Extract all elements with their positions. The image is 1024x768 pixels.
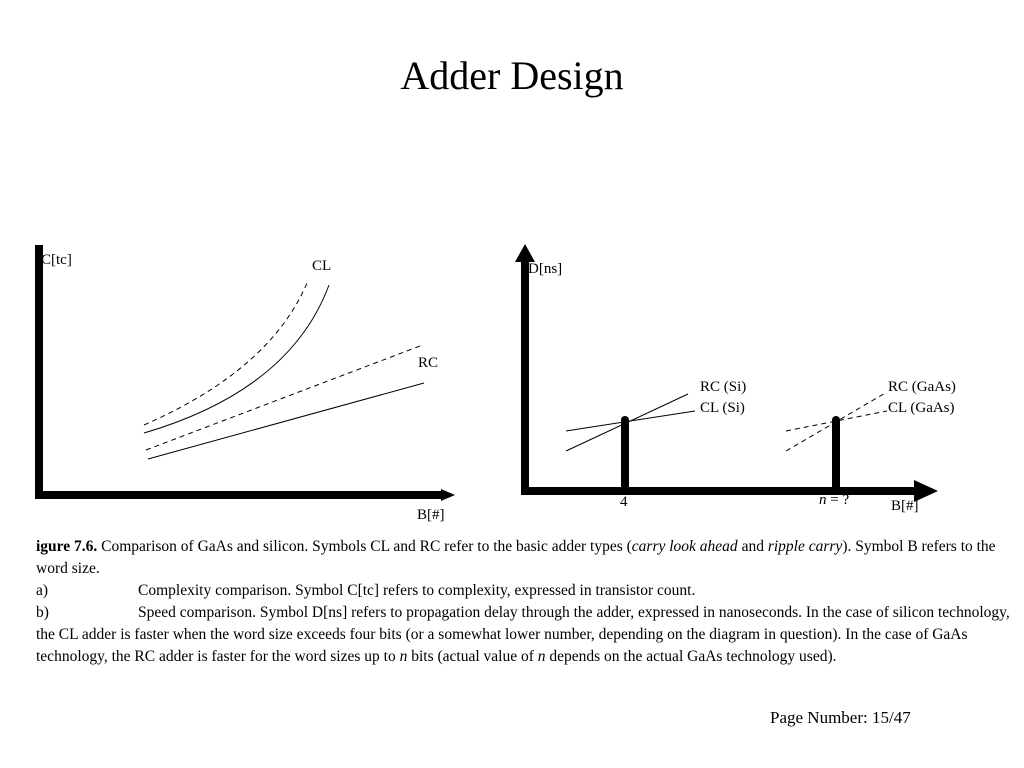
rc-si-label: RC (Si): [700, 379, 747, 395]
caption-a-marker: a): [36, 582, 49, 599]
cl-curve-solid: [144, 285, 329, 433]
cl-si-line: [566, 411, 695, 431]
caption-figure-label: igure 7.6.: [36, 538, 98, 555]
figure-b-x-axis-label: B[#]: [891, 498, 919, 514]
rc-line-dashed: [146, 346, 420, 450]
figure-b-speed: [515, 244, 956, 514]
caption-item-b: [36, 602, 1018, 668]
caption-b-text-1: Speed comparison. Symbol D[ns] refers to propagation delay through the adder, expressed in nanoseconds. In the case of silicon technology, the CL adder is faster when the word size exceeds four bits (or a somewhat lower number, depending on the diagram in question). In the case of GaAs technology, the RC adder is faster for the word sizes up to: [36, 604, 1010, 665]
rc-gaas-label: RC (GaAs): [888, 379, 956, 395]
figure-b-y-arrowhead: [515, 244, 535, 262]
caption-intro-text: Comparison of GaAs and silicon. Symbols CL and RC refer to the basic adder types (: [97, 538, 632, 555]
caption-carry-look-ahead: carry look ahead: [631, 538, 738, 555]
caption-b-text-3: depends on the actual GaAs technology used).: [545, 648, 837, 665]
slide-title: Adder Design: [400, 53, 624, 98]
caption-b-n-1: n: [399, 648, 408, 665]
figure-a-y-axis-label: C[tc]: [41, 252, 72, 268]
page-number: Page Number: 15/47: [770, 708, 911, 727]
caption-a-text: Complexity comparison. Symbol C[tc] refers to complexity, expressed in transistor count.: [138, 582, 696, 599]
figure-a-x-axis-label: B[#]: [417, 507, 445, 523]
figure-a-x-arrowhead: [441, 489, 455, 501]
caption-item-a: [36, 580, 1018, 602]
rc-line-solid: [148, 383, 424, 459]
figure-b-y-axis-label: D[ns]: [528, 261, 563, 277]
caption-and: and: [737, 538, 768, 555]
figure-caption: [36, 536, 1018, 668]
figure-a-complexity: [35, 245, 455, 523]
si-crossover-point: [621, 416, 629, 424]
cl-si-label: CL (Si): [700, 400, 745, 416]
tick-label-n: [819, 492, 849, 508]
gaas-crossover-point: [832, 416, 840, 424]
caption-ripple-carry: ripple carry: [767, 538, 843, 555]
cl-curve-label: CL: [312, 258, 332, 274]
tick-n-variable: n: [819, 492, 827, 508]
tick-n-rest: = ?: [826, 492, 850, 508]
rc-line-label: RC: [418, 355, 439, 371]
cl-gaas-label: CL (GaAs): [888, 400, 955, 416]
caption-b-n-2: n: [537, 648, 546, 665]
caption-b-text-2: bits (actual value of: [407, 648, 538, 665]
caption-intro: [36, 536, 1018, 580]
cl-curve-dashed: [144, 283, 307, 425]
caption-intro-end: ). Symbol B refers to the word size.: [36, 538, 996, 577]
tick-label-4: 4: [620, 494, 628, 510]
caption-b-marker: b): [36, 604, 49, 621]
